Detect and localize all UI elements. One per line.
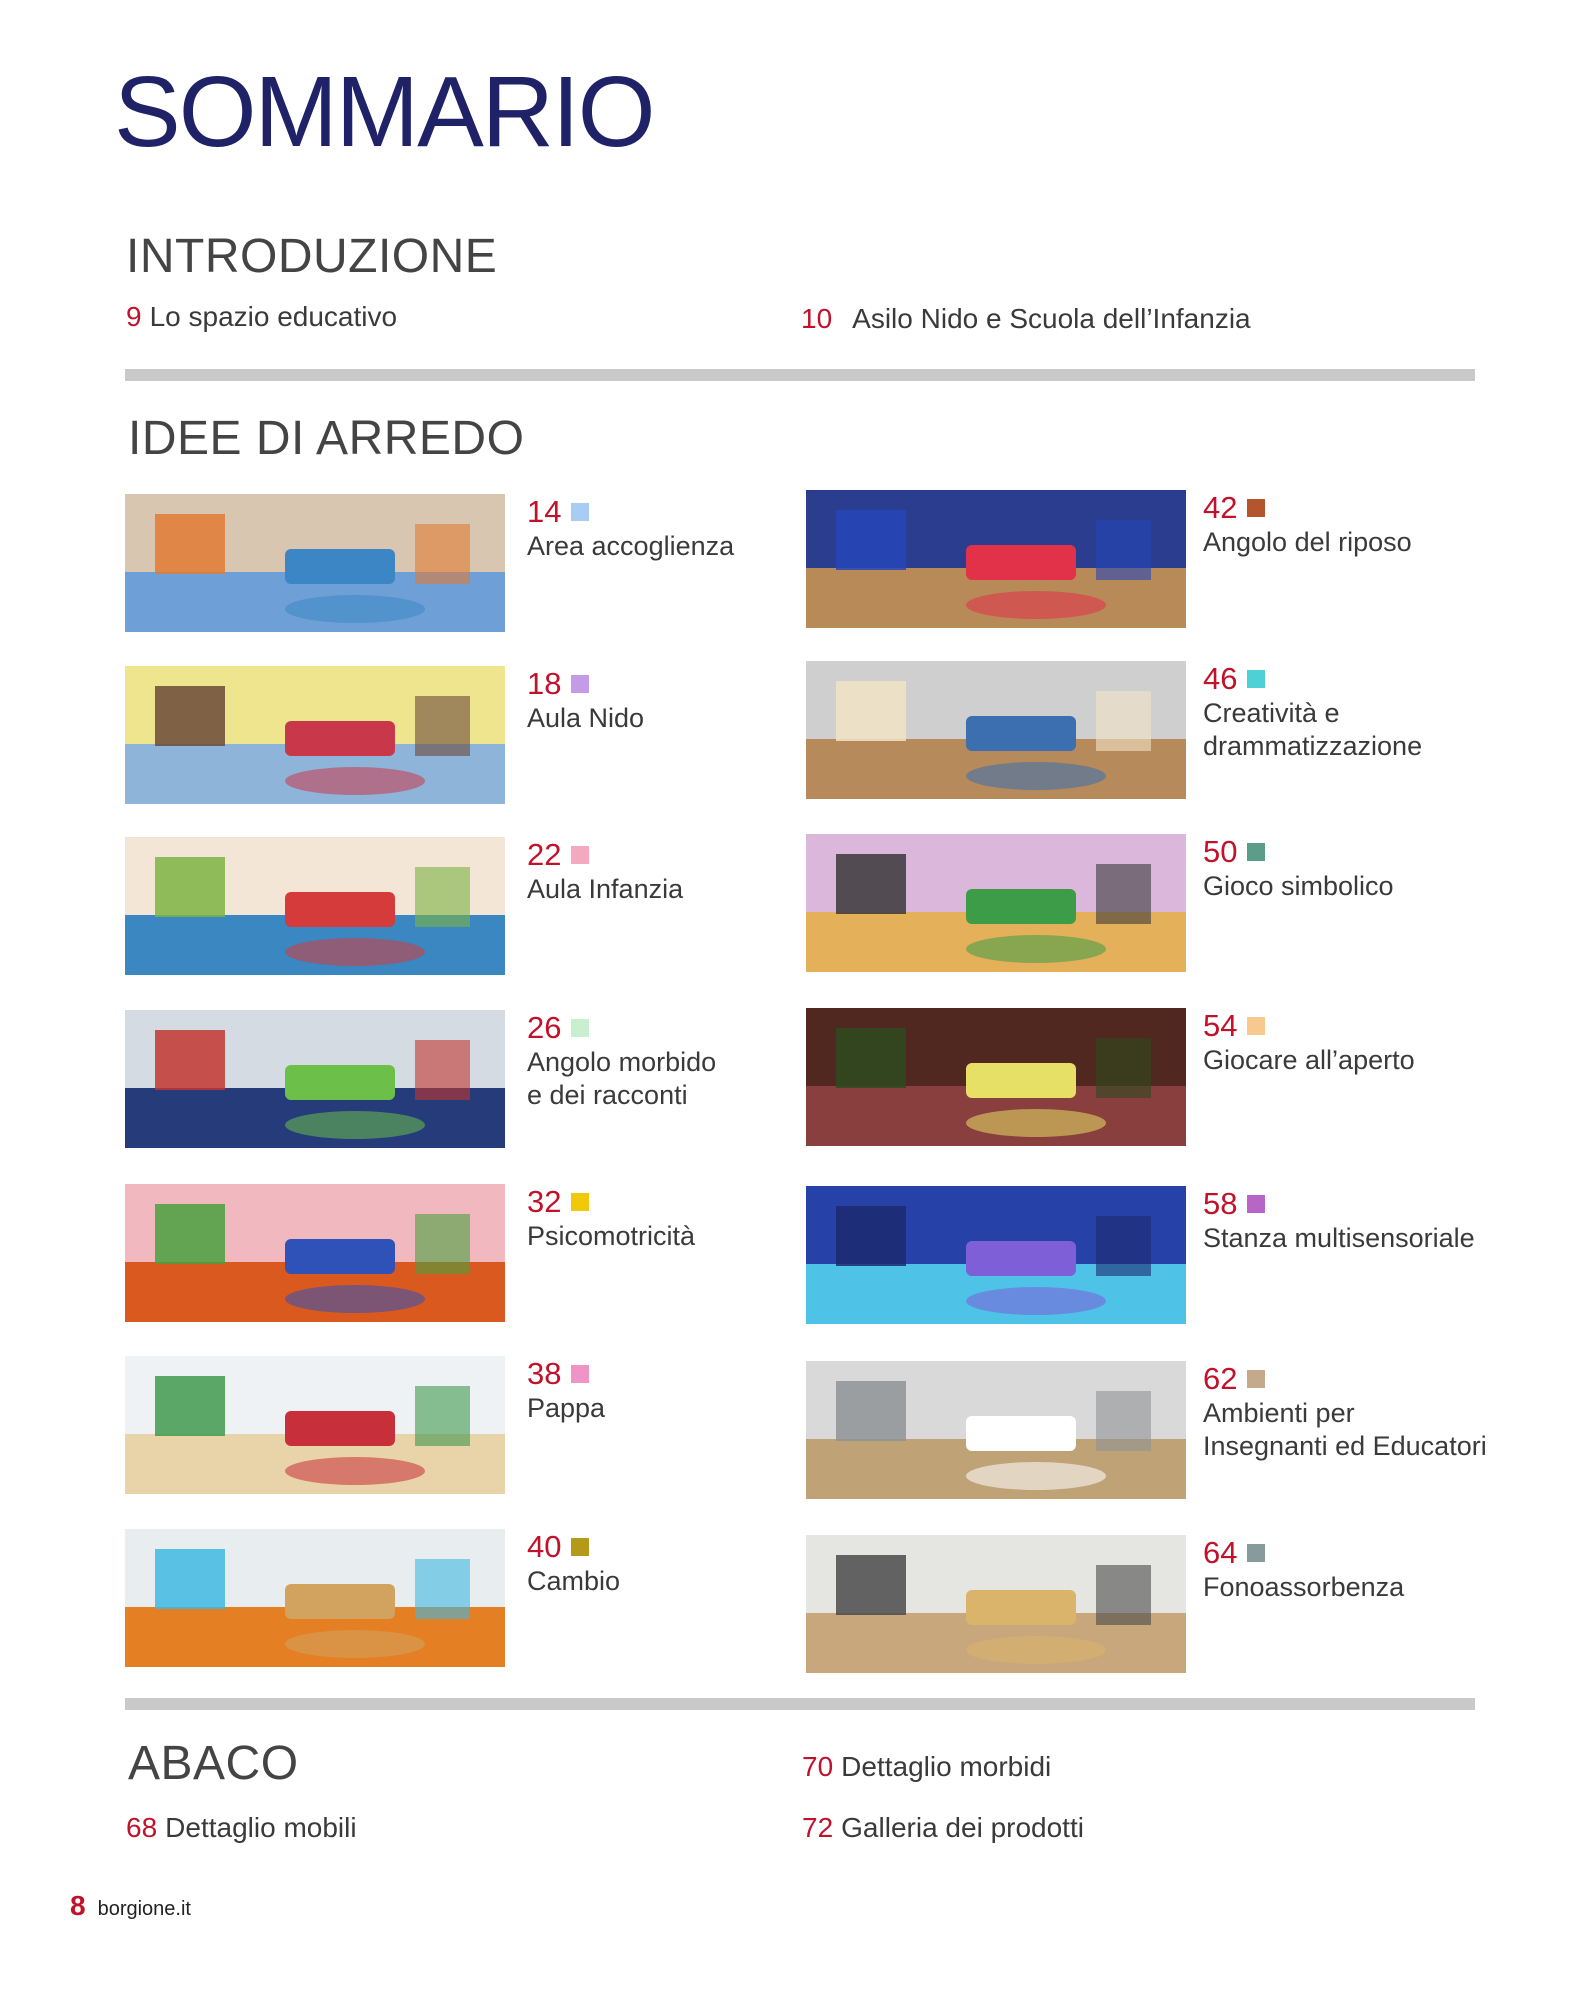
section-label: Stanza multisensoriale: [1203, 1223, 1475, 1253]
section-thumbnail[interactable]: [125, 1184, 505, 1322]
section-thumbnail[interactable]: [806, 1186, 1186, 1324]
section-page-number: 46: [1203, 661, 1238, 696]
section-page-number: 50: [1203, 834, 1238, 869]
section-label: Angolo morbido e dei racconti: [527, 1047, 717, 1110]
color-swatch: [1247, 670, 1265, 688]
section-label: Ambienti per Insegnanti ed Educatori: [1203, 1398, 1487, 1461]
color-swatch: [1247, 1544, 1265, 1562]
section-thumbnail[interactable]: [125, 1529, 505, 1667]
section-label: Cambio: [527, 1566, 621, 1596]
color-swatch: [571, 503, 589, 521]
section-label: Aula Nido: [527, 703, 645, 733]
abaco-page-number: 68: [126, 1812, 158, 1843]
section-divider: [125, 1698, 1475, 1710]
intro-item[interactable]: [801, 302, 1251, 336]
section-page-ref[interactable]: [1203, 1188, 1265, 1219]
section-page-number: 32: [527, 1184, 562, 1219]
section-thumbnail[interactable]: [125, 666, 505, 804]
abaco-item[interactable]: [802, 1750, 1051, 1784]
section-label: Area accoglienza: [527, 531, 735, 561]
intro-heading: INTRODUZIONE: [126, 230, 498, 283]
section-label: Pappa: [527, 1393, 606, 1423]
intro-page-number: 10: [801, 303, 833, 334]
section-thumbnail[interactable]: [806, 661, 1186, 799]
abaco-label: Dettaglio morbidi: [841, 1751, 1052, 1782]
color-swatch: [1247, 843, 1265, 861]
section-page-number: 22: [527, 837, 562, 872]
section-page-ref[interactable]: [527, 1358, 589, 1389]
section-thumbnail[interactable]: [806, 834, 1186, 972]
section-label: Psicomotricità: [527, 1221, 696, 1251]
color-swatch: [1247, 499, 1265, 517]
color-swatch: [571, 675, 589, 693]
abaco-label: Dettaglio mobili: [165, 1812, 357, 1843]
section-thumbnail[interactable]: [125, 837, 505, 975]
color-swatch: [571, 1019, 589, 1037]
section-page-number: 64: [1203, 1535, 1238, 1570]
section-label: Creatività e drammatizzazione: [1203, 698, 1423, 761]
section-page-ref[interactable]: [1203, 836, 1265, 867]
section-label: Gioco simbolico: [1203, 871, 1394, 901]
section-thumbnail[interactable]: [806, 1008, 1186, 1146]
section-page-ref[interactable]: [527, 668, 589, 699]
section-page-number: 14: [527, 494, 562, 529]
section-thumbnail[interactable]: [125, 1010, 505, 1148]
color-swatch: [571, 1193, 589, 1211]
abaco-item[interactable]: [802, 1811, 1084, 1845]
abaco-item[interactable]: [126, 1811, 357, 1845]
intro-item[interactable]: [126, 300, 397, 334]
section-page-ref[interactable]: [527, 839, 589, 870]
section-page-ref[interactable]: [527, 1531, 589, 1562]
section-thumbnail[interactable]: [125, 494, 505, 632]
intro-page-number: 9: [126, 301, 142, 332]
section-page-number: 18: [527, 666, 562, 701]
abaco-label: Galleria dei prodotti: [841, 1812, 1084, 1843]
page-number: 8: [70, 1890, 86, 1921]
section-page-number: 26: [527, 1010, 562, 1045]
intro-label: Lo spazio educativo: [149, 301, 398, 332]
color-swatch: [1247, 1195, 1265, 1213]
section-page-number: 38: [527, 1356, 562, 1391]
page-footer: [70, 1890, 191, 1922]
section-page-number: 62: [1203, 1361, 1238, 1396]
color-swatch: [1247, 1370, 1265, 1388]
ideas-heading: IDEE DI ARREDO: [128, 412, 525, 465]
section-page-ref[interactable]: [527, 1186, 589, 1217]
section-label: Fonoassorbenza: [1203, 1572, 1405, 1602]
section-page-ref[interactable]: [1203, 1363, 1265, 1394]
section-page-number: 40: [527, 1529, 562, 1564]
section-page-ref[interactable]: [527, 496, 589, 527]
section-page-ref[interactable]: [527, 1012, 589, 1043]
section-page-number: 54: [1203, 1008, 1238, 1043]
section-divider: [125, 369, 1475, 381]
abaco-heading: ABACO: [128, 1737, 299, 1790]
section-label: Aula Infanzia: [527, 874, 684, 904]
section-page-ref[interactable]: [1203, 1010, 1265, 1041]
intro-label: Asilo Nido e Scuola dell’Infanzia: [852, 303, 1251, 334]
section-page-number: 42: [1203, 490, 1238, 525]
section-page-ref[interactable]: [1203, 1537, 1265, 1568]
abaco-page-number: 70: [802, 1751, 834, 1782]
color-swatch: [1247, 1017, 1265, 1035]
section-page-number: 58: [1203, 1186, 1238, 1221]
section-page-ref[interactable]: [1203, 492, 1265, 523]
section-thumbnail[interactable]: [125, 1356, 505, 1494]
section-page-ref[interactable]: [1203, 663, 1265, 694]
color-swatch: [571, 1365, 589, 1383]
section-label: Giocare all’aperto: [1203, 1045, 1415, 1075]
site-link[interactable]: borgione.it: [97, 1898, 191, 1920]
color-swatch: [571, 846, 589, 864]
section-thumbnail[interactable]: [806, 1535, 1186, 1673]
page-title: SOMMARIO: [114, 56, 654, 168]
abaco-page-number: 72: [802, 1812, 834, 1843]
section-thumbnail[interactable]: [806, 490, 1186, 628]
section-thumbnail[interactable]: [806, 1361, 1186, 1499]
section-label: Angolo del riposo: [1203, 527, 1412, 557]
color-swatch: [571, 1538, 589, 1556]
